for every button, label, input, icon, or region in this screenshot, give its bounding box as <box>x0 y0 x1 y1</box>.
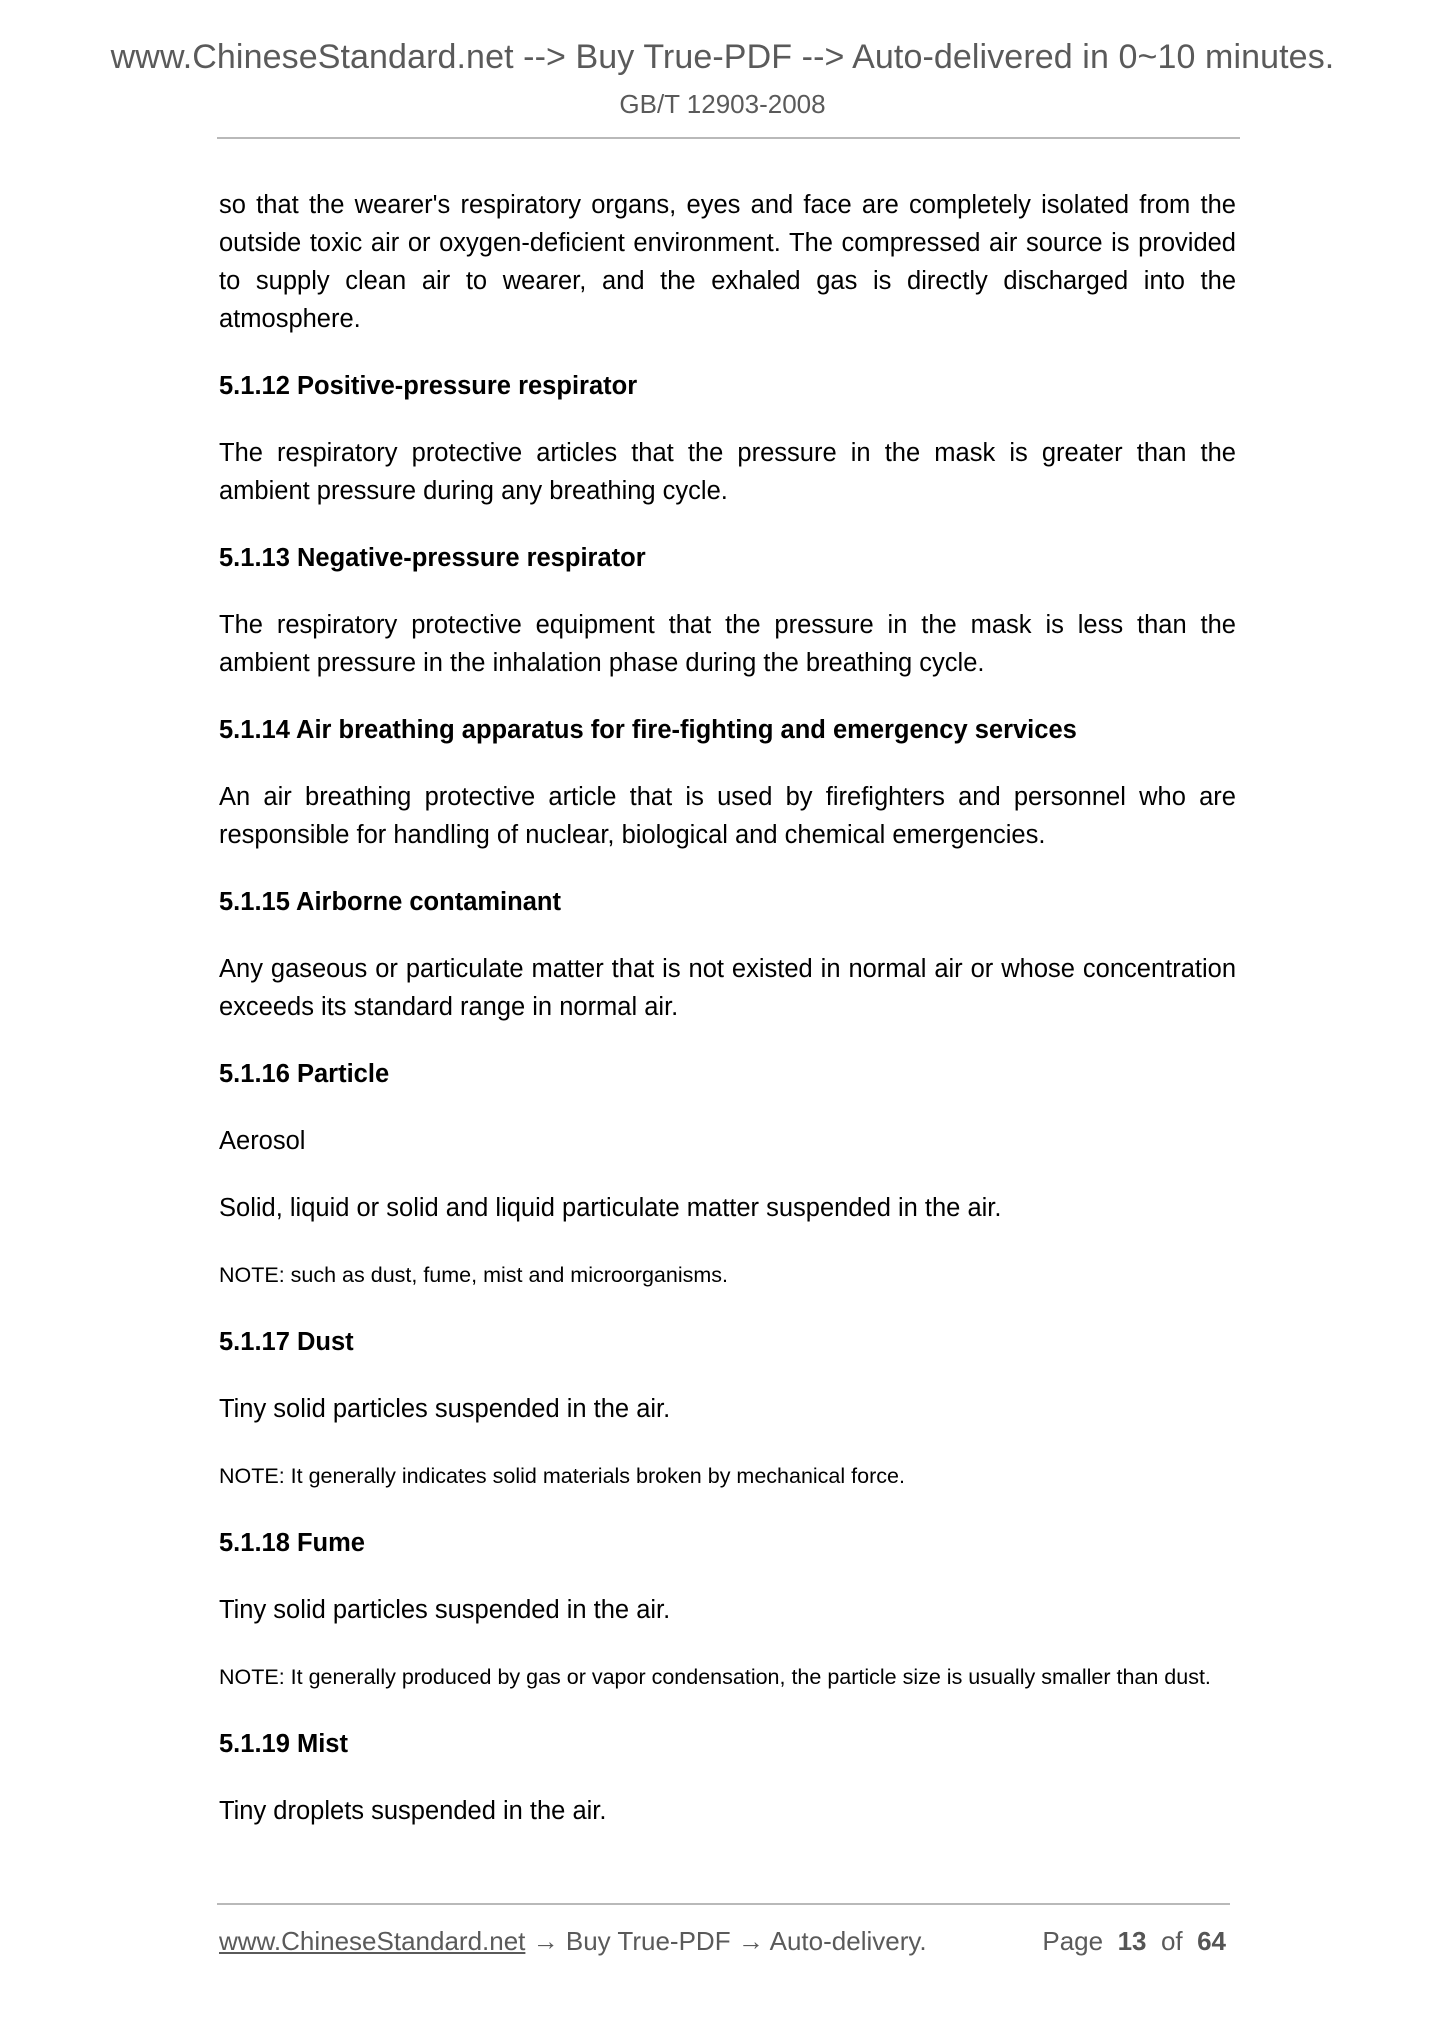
note: NOTE: It generally indicates solid materials broken by mechanical force. <box>219 1464 905 1488</box>
page-label: Page <box>1042 1926 1104 1956</box>
footer-link[interactable]: www.ChineseStandard.net <box>219 1926 526 1956</box>
clause-heading: 5.1.18 Fume <box>219 1529 365 1557</box>
page-current: 13 <box>1117 1926 1147 1956</box>
paragraph: Tiny droplets suspended in the air. <box>219 1797 607 1825</box>
paragraph: Any gaseous or particulate matter that is not existed in normal air or whose concentration exceeds its standard range in normal air. <box>219 955 1236 1021</box>
note: NOTE: It generally produced by gas or vapor condensation, the particle size is usually smaller than dust. <box>219 1665 1211 1689</box>
header-banner: www.ChineseStandard.net --> Buy True-PDF --> Auto-delivered in 0~10 minutes. <box>110 38 1335 76</box>
header-divider <box>217 137 1240 139</box>
paragraph: so that the wearer's respiratory organs, eyes and face are completely isolated from the outside toxic air or oxygen-deficient environment. The compressed air source is provided to supply clean air to wearer, and the exhaled gas is directly discharged into the atmosphere. <box>219 191 1236 333</box>
paragraph: Tiny solid particles suspended in the air. <box>219 1395 671 1423</box>
footer-divider <box>217 1903 1230 1905</box>
clause-heading: 5.1.19 Mist <box>219 1730 348 1758</box>
arrow-right-icon: → <box>532 1926 559 1956</box>
footer <box>219 1926 1226 1957</box>
page-content <box>219 186 1236 1859</box>
page-total: 64 <box>1197 1926 1226 1956</box>
note: NOTE: such as dust, fume, mist and microorganisms. <box>219 1263 728 1287</box>
footer-buy-text: Buy True-PDF <box>565 1926 731 1956</box>
clause-heading: 5.1.16 Particle <box>219 1060 390 1088</box>
alternate-term: Aerosol <box>219 1127 306 1155</box>
paragraph: The respiratory protective articles that the pressure in the mask is greater than the ambient pressure during any breathing cycle. <box>219 439 1236 505</box>
paragraph: An air breathing protective article that is used by firefighters and personnel who are responsible for handling of nuclear, biological and chemical emergencies. <box>219 783 1236 849</box>
paragraph: Tiny solid particles suspended in the air. <box>219 1596 671 1624</box>
paragraph: Solid, liquid or solid and liquid particulate matter suspended in the air. <box>219 1194 1002 1222</box>
arrow-right-icon: → <box>737 1926 764 1956</box>
page-indicator <box>1042 1926 1226 1957</box>
paragraph: The respiratory protective equipment that the pressure in the mask is less than the ambient pressure in the inhalation phase during the breathing cycle. <box>219 611 1236 677</box>
footer-delivery-text: Auto-delivery. <box>769 1926 927 1956</box>
clause-heading: 5.1.17 Dust <box>219 1328 354 1356</box>
document-code: GB/T 12903-2008 <box>619 89 826 119</box>
page-of: of <box>1160 1926 1183 1956</box>
clause-heading: 5.1.13 Negative-pressure respirator <box>219 544 646 572</box>
clause-heading: 5.1.12 Positive-pressure respirator <box>219 372 638 400</box>
clause-heading: 5.1.14 Air breathing apparatus for fire-fighting and emergency services <box>219 716 1077 744</box>
clause-heading: 5.1.15 Airborne contaminant <box>219 888 561 916</box>
